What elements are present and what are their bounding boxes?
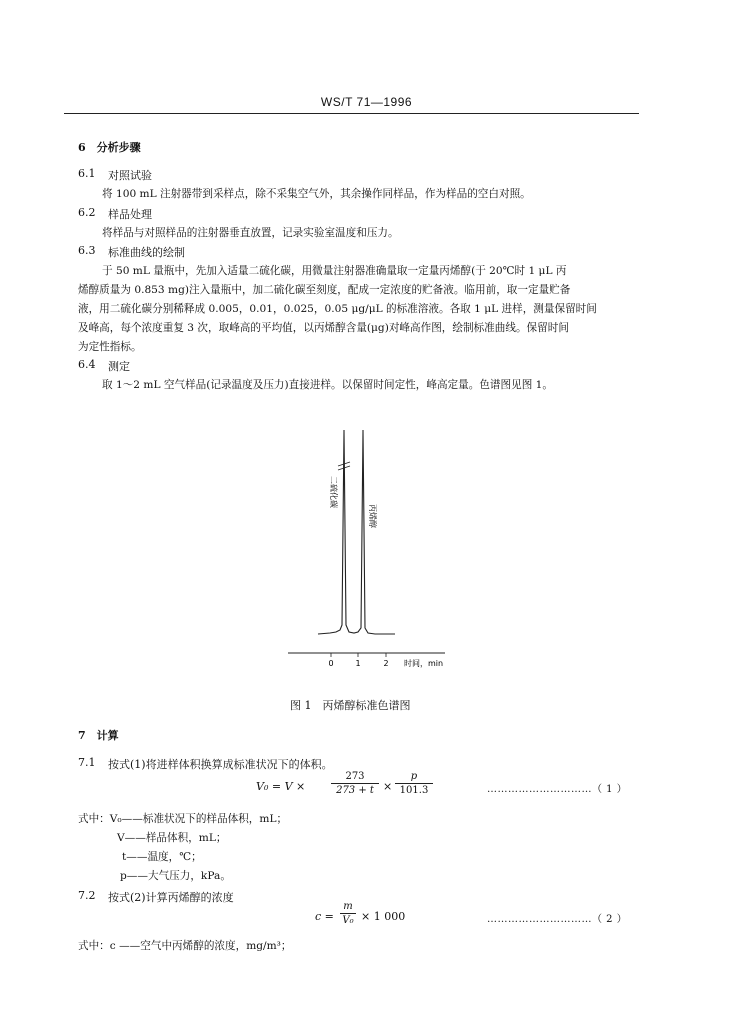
section-6-2-text: 将样品与对照样品的注射器垂直放置，记录实验室温度和压力。: [102, 227, 399, 239]
peak-label-carbon-disulfide: 二硫化碳: [329, 476, 338, 508]
where-line: V——样品体积，mL；: [117, 832, 227, 844]
section-6-3-line: 液，用二硫化碳分别稀释成 0.005，0.01，0.025，0.05 μg/μL 的标准溶液。各取 1 μL 进样，测量保留时间: [78, 303, 597, 315]
chromatogram-figure: [270, 420, 470, 670]
formula-1-fraction-1: [331, 771, 379, 796]
fraction-numerator: 273: [331, 771, 379, 784]
section-6-title: 6 分析步骤: [78, 141, 141, 154]
where-line: t——温度，℃；: [122, 851, 202, 863]
tick-label: 1: [355, 659, 361, 668]
fraction-denominator: 273 + t: [336, 785, 374, 796]
section-7-2-number: 7.2: [78, 889, 96, 902]
tick-label: 2: [383, 659, 389, 668]
section-6-1-title: 对照试验: [108, 169, 152, 182]
section-6-4-text: 取 1～2 mL 空气样品(记录温度及压力)直接进样。以保留时间定性，峰高定量。色谱图见图 1。: [102, 379, 554, 391]
page-header: WS/T 71—1996: [320, 95, 413, 109]
header-rule: [64, 113, 639, 114]
section-6-1-text: 将 100 mL 注射器带到采样点，除不采集空气外，其余操作同样品，作为样品的空白对照。: [102, 188, 531, 200]
section-6-3-line: 于 50 mL 量瓶中，先加入适量二硫化碳，用微量注射器准确量取一定量丙烯醇(于 20℃时 1 μL 丙: [102, 265, 567, 277]
figure-caption: 图 1 丙烯醇标准色谱图: [290, 699, 411, 712]
section-6-3-line: 及峰高，每个浓度重复 3 次，取峰高的平均值，以丙烯醇含量(μg)对峰高作图，绘制标准曲线。保留时间: [78, 322, 569, 334]
formula-1-times: ×: [383, 780, 393, 793]
tick-label: 0: [328, 659, 334, 668]
where-line: 式中：V₀——标准状况下的样品体积，mL；: [78, 813, 288, 825]
section-6-3-title: 标准曲线的绘制: [108, 246, 185, 259]
equation-number-2: …………………………（ 2 ）: [487, 914, 628, 925]
formula-2-lhs: c =: [315, 910, 334, 923]
where-line: 式中：c ——空气中丙烯醇的浓度，mg/m³；: [78, 940, 292, 952]
section-7-2-text: 按式(2)计算丙烯醇的浓度: [108, 891, 234, 904]
section-6-2-title: 样品处理: [108, 208, 152, 221]
section-7-title: 7 计算: [78, 729, 119, 742]
section-7-1-number: 7.1: [78, 756, 96, 769]
formula-2-rhs: × 1 000: [361, 910, 406, 923]
peak-label-allyl-alcohol: 丙烯醇: [368, 504, 377, 528]
fraction-numerator: p: [395, 771, 433, 784]
equation-number-1: …………………………（ 1 ）: [487, 784, 628, 795]
fraction-denominator: 101.3: [399, 785, 429, 796]
where-line: p——大气压力，kPa。: [120, 870, 231, 882]
formula-2-fraction: [340, 901, 356, 926]
chromatogram-trace: [318, 430, 395, 634]
section-6-3-line: 烯醇质量为 0.853 mg)注入量瓶中，加二硫化碳至刻度，配成一定浓度的贮备液。临用前，取一定量贮备: [78, 284, 571, 296]
section-6-3-line: 为定性指标。: [78, 341, 142, 353]
section-6-4-number: 6.4: [78, 358, 96, 371]
fraction-numerator: m: [340, 901, 356, 914]
section-7-1-text: 按式(1)将进样体积换算成标准状况下的体积。: [108, 758, 333, 771]
section-6-1-number: 6.1: [78, 167, 96, 180]
section-6-2-number: 6.2: [78, 206, 96, 219]
fraction-denominator: V₀: [342, 915, 354, 926]
axis-label: 时间，min: [404, 659, 444, 668]
section-6-3-number: 6.3: [78, 244, 96, 257]
formula-1-fraction-2: [395, 771, 433, 796]
section-6-4-title: 测定: [108, 360, 130, 373]
formula-1-lhs: V₀ = V ×: [256, 780, 306, 793]
